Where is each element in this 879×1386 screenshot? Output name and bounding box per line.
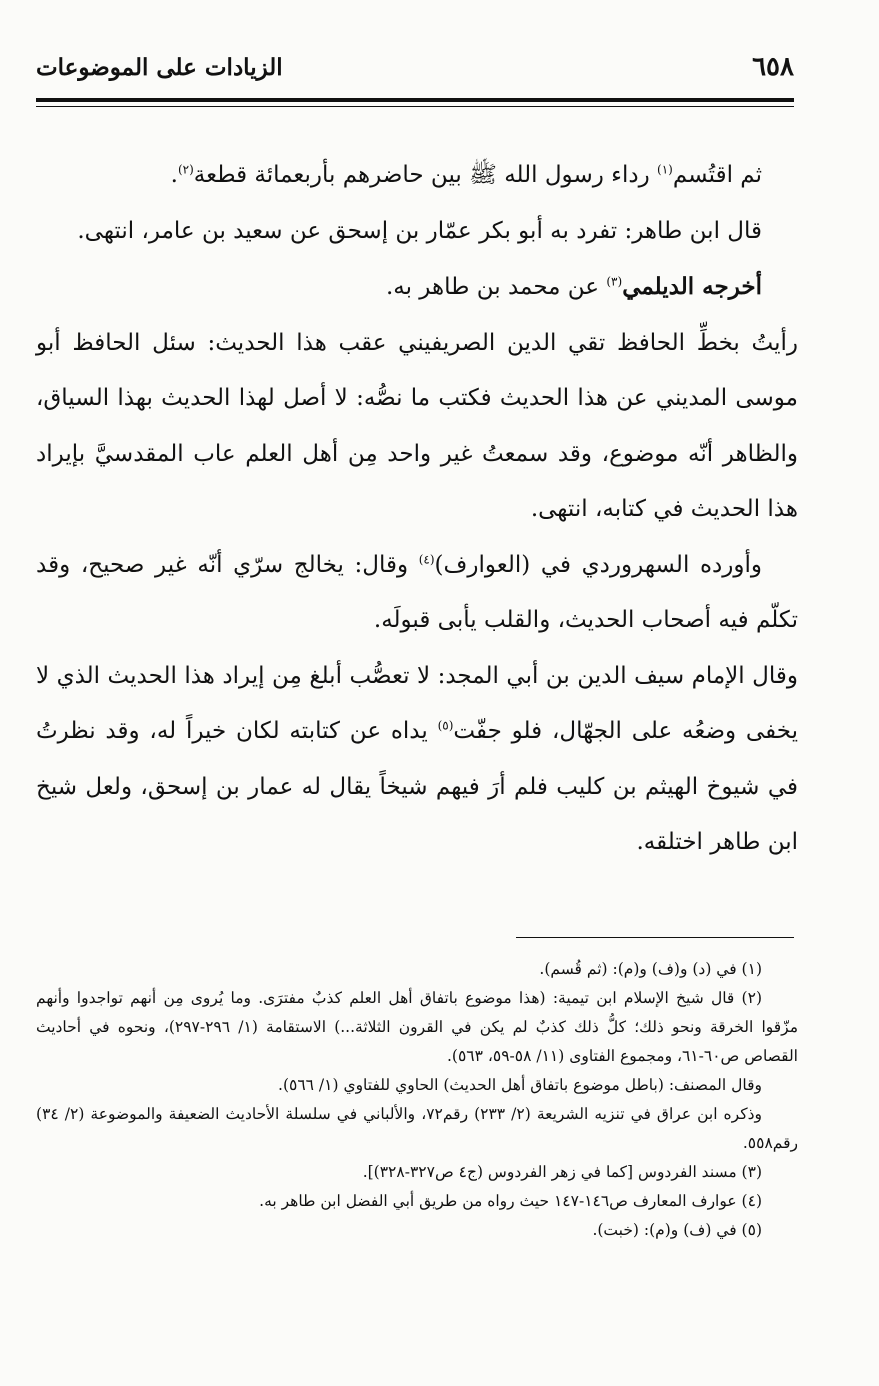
paragraph-4: رأيتُ بخطِّ الحافظ تقي الدين الصريفيني عقب هذا الحديث: سئل الحافظ أبو موسى المديني عن هذا الحديث فكتب ما نصُّه: لا أصل لهذا الحديث بهذا السياق، والظاهر أنّه موضوع، وقد سمعتُ غير واحد مِن أهل العلم عاب المقدسيَّ بإيراد هذا الحديث في كتابه، انتهى. [36, 329, 798, 522]
bold-lead: أخرجه الديلمي [622, 273, 762, 300]
footnote-4: (٤) عوارف المعارف ص١٤٦-١٤٧ حيث رواه من طريق أبي الفضل ابن طاهر به. [259, 1192, 762, 1210]
footnote-ref-5: (٥) [437, 718, 454, 733]
footnote-2-continued-2: وذكره ابن عراق في تنزيه الشريعة (٢/ ٢٣٣) رقم٧٢، والألباني في سلسلة الأحاديث الضعيفة والموضوعة (٢/ ٣٤) رقم٥٥٨. [36, 1105, 798, 1152]
text-run: . [170, 162, 178, 188]
text-run: وقال: يخالج سرّي أنّه غير صحيح، وقد تكلّم فيه أصحاب الحديث، والقلب يأبى قبولَه. [36, 551, 798, 633]
text-run: ثم اقتُسم [672, 162, 762, 188]
paragraph-2: قال ابن طاهر: تفرد به أبو بكر عمّار بن إسحق عن سعيد بن عامر، انتهى. [77, 217, 762, 244]
footnote-2-continued: وقال المصنف: (باطل موضوع باتفاق أهل الحديث) الحاوي للفتاوي (١/ ٥٦٦). [278, 1076, 762, 1094]
footnote-2: (٢) قال شيخ الإسلام ابن تيمية: (هذا موضوع باتفاق أهل العلم كذبٌ مفترَى. وما يُروى مِن أنهم تواجدوا وأنهم مزّقوا الخرقة ونحو ذلك؛ كلُّ ذلك كذبٌ لم يكن في القرون الثلاثة...) الاستقامة (١/ ٢٩٦-٢٩٧)، ونحوه في أحاديث القصاص ص٦٠-٦١، ومجموع الفتاوى (١١/ ٥٨-٥٩، ٥٦٣). [36, 989, 799, 1065]
footnote-1: (١) في (د) و(ف) و(م): (ثم قُسم). [539, 960, 762, 978]
page-number: ٦٥٨ [752, 52, 794, 82]
footnote-ref-1: (١) [657, 162, 673, 177]
text-run: وقال الإمام سيف الدين بن أبي المجد: لا تعصُّب أبلغ مِن إيراد هذا الحديث الذي لا يخفى وضعُه على الجهّال، فلو جفّت [36, 662, 798, 744]
paragraph-6 [36, 649, 798, 871]
header-rule-thin [36, 106, 794, 107]
main-text [36, 148, 798, 871]
text-run: يداه عن كتابته لكان خيراً له، وقد نظرتُ في شيوخ الهيثم بن كليب فلم أرَ فيهم شيخاً يقال له عمار بن إسحق، ولعل شيخ ابن طاهر اختلقه. [36, 718, 798, 855]
footnote-separator [516, 937, 794, 938]
footnote-ref-3: (٣) [606, 274, 623, 289]
header-rule-thick [36, 98, 794, 102]
page-header [36, 52, 794, 92]
running-title: الزيادات على الموضوعات [36, 54, 283, 81]
footnote-5: (٥) في (ف) و(م): (خبت). [592, 1221, 762, 1239]
footnote-ref-2: (٢) [177, 162, 194, 177]
footnotes [36, 955, 798, 1245]
paragraph-1 [36, 148, 798, 204]
footnote-ref-4: (٤) [418, 551, 435, 566]
text-run: وأورده السهروردي في (العوارف) [434, 551, 762, 578]
paragraph-5 [36, 538, 798, 649]
text-run: رداء رسول الله ﷺ بين حاضرهم بأربعمائة قطعة [193, 162, 657, 188]
footnote-3: (٣) مسند الفردوس [كما في زهر الفردوس (ج٤ ص٣٢٧-٣٢٨)]. [362, 1163, 762, 1181]
paragraph-3 [36, 259, 798, 316]
text-run: عن محمد بن طاهر به. [385, 274, 607, 300]
